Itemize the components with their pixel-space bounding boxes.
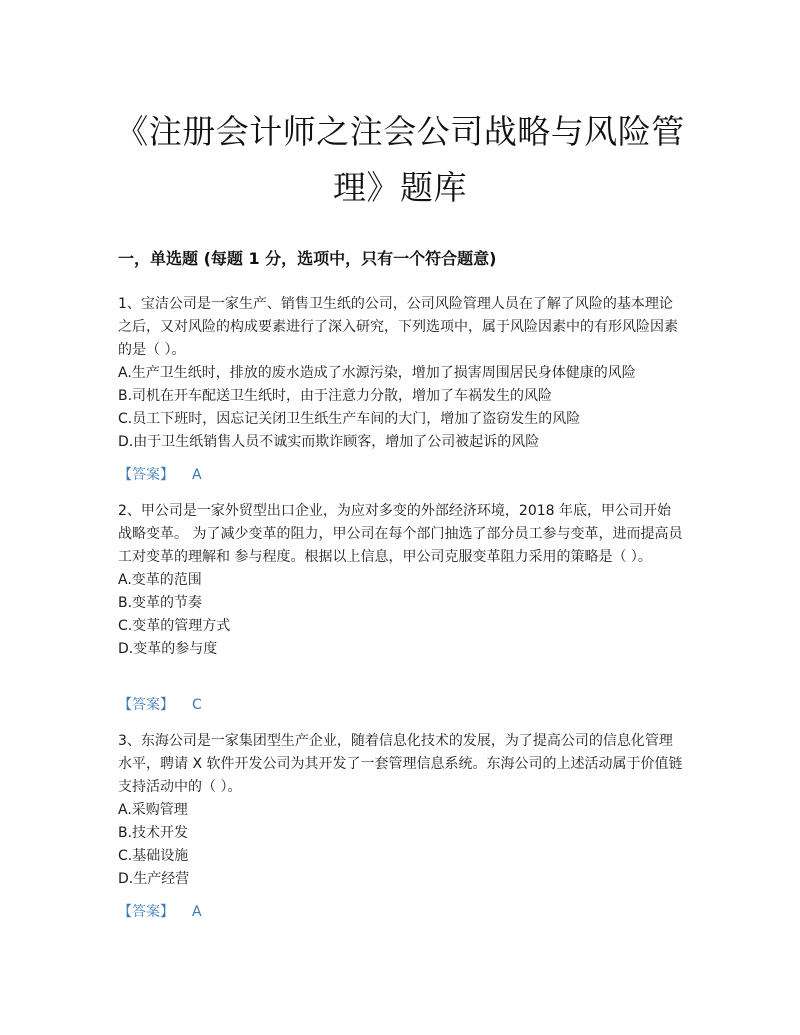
answer-1 [118, 465, 202, 485]
question-stem: 2、甲公司是一家外贸型出口企业，为应对多变的外部经济环境，2018 年底，甲公司开始战略变革。 为了减少变革的阻力，甲公司在每个部门抽选了部分员工参与变革，进而提高员工对变革的理解和 参与程度。根据以上信息，甲公司克服变革阻力采用的策略是（ ）。 [118, 503, 683, 565]
question-1 [118, 293, 684, 454]
option-a: A.变革的范围 [118, 572, 202, 588]
option-a: A.采购管理 [118, 802, 188, 818]
answer-value: A [192, 467, 202, 483]
question-2 [118, 500, 684, 661]
answer-label: 【答案】 [118, 904, 174, 920]
answer-label: 【答案】 [118, 467, 174, 483]
section-heading: 一，单选题 (每题 1 分，选项中，只有一个符合题意) [118, 249, 497, 268]
option-c: C.员工下班时，因忘记关闭卫生纸生产车间的大门，增加了盗窃发生的风险 [118, 411, 581, 427]
option-a: A.生产卫生纸时，排放的废水造成了水源污染，增加了损害周围居民身体健康的风险 [118, 365, 636, 381]
question-stem: 1、宝洁公司是一家生产、销售卫生纸的公司，公司风险管理人员在了解了风险的基本理论之后，又对风险的构成要素进行了深入研究，下列选项中，属于风险因素中的有形风险因素的是（ ）。 [118, 296, 678, 358]
option-c: C.变革的管理方式 [118, 618, 231, 634]
option-d: D.变革的参与度 [118, 641, 218, 657]
option-c: C.基础设施 [118, 848, 189, 864]
answer-3 [118, 902, 202, 922]
answer-value: A [192, 904, 202, 920]
question-3 [118, 730, 684, 891]
option-d: D.生产经营 [118, 871, 190, 887]
document-title: 《注册会计师之注会公司战略与风险管理》题库 [115, 112, 685, 207]
option-b: B.司机在开车配送卫生纸时，由于注意力分散，增加了车祸发生的风险 [118, 388, 553, 404]
question-stem: 3、东海公司是一家集团型生产企业，随着信息化技术的发展，为了提高公司的信息化管理水平，聘请 X 软件开发公司为其开发了一套管理信息系统。东海公司的上述活动属于价值链支持活动中的（ ）。 [118, 733, 683, 795]
option-d: D.由于卫生纸销售人员不诚实而欺诈顾客，增加了公司被起诉的风险 [118, 434, 540, 450]
option-b: B.技术开发 [118, 825, 189, 841]
answer-label: 【答案】 [118, 697, 174, 713]
answer-2 [118, 695, 202, 715]
answer-value: C [192, 697, 202, 713]
option-b: B.变革的节奏 [118, 595, 203, 611]
